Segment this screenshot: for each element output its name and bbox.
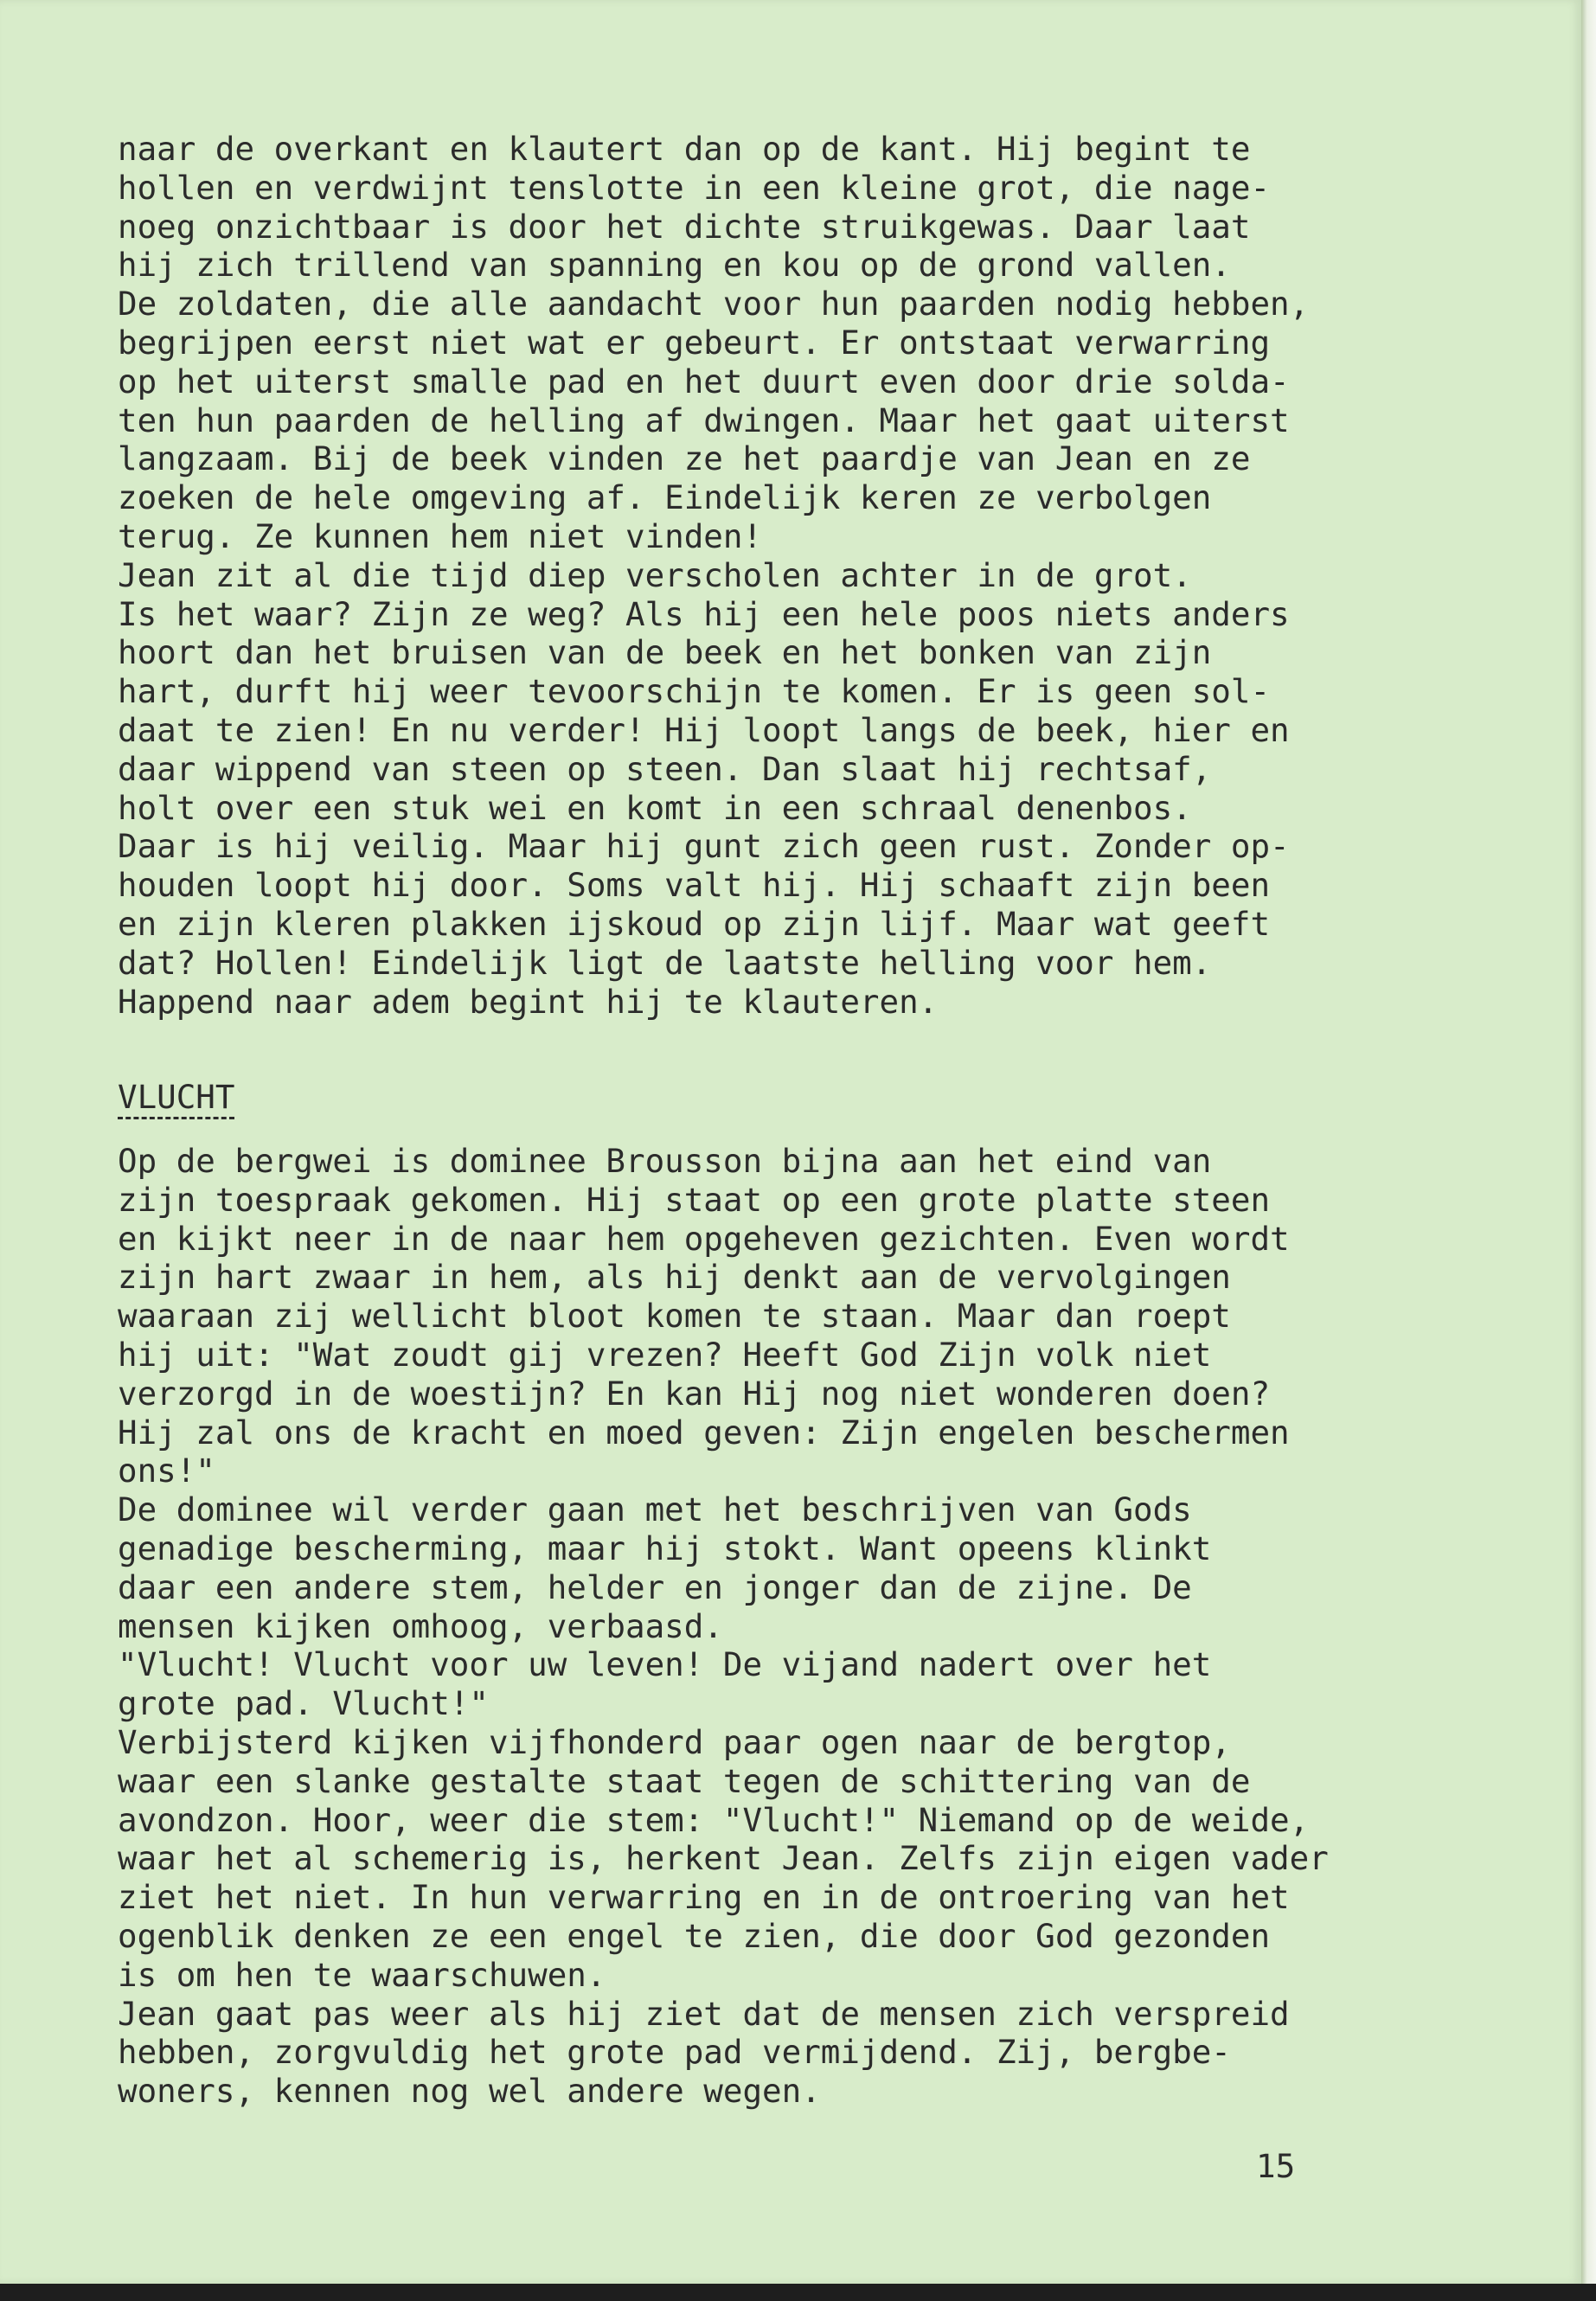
page-number: 15 bbox=[1256, 2147, 1296, 2185]
section-heading: VLUCHT bbox=[118, 1078, 234, 1119]
text-line: daar een andere stem, helder en jonger dan de zijne. De bbox=[118, 1567, 1192, 1606]
text-line: Jean gaat pas weer als hij ziet dat de mensen zich verspreid bbox=[118, 1994, 1290, 2033]
text-line: waar een slanke gestalte staat tegen de schittering van de bbox=[118, 1761, 1251, 1800]
text-line: Daar is hij veilig. Maar hij gunt zich geen rust. Zonder op- bbox=[118, 827, 1290, 866]
text-line: hart, durft hij weer tevoorschijn te komen. Er is geen sol- bbox=[118, 672, 1271, 711]
text-line: hoort dan het bruisen van de beek en het bonken van zijn bbox=[118, 633, 1212, 672]
text-line: Happend naar adem begint hij te klauteren. bbox=[118, 982, 939, 1021]
text-line: op het uiterst smalle pad en het duurt even door drie solda- bbox=[118, 362, 1290, 401]
paragraph-block-2 bbox=[118, 1142, 1337, 2111]
text-line: hollen en verdwijnt tenslotte in een kleine grot, die nage- bbox=[118, 168, 1271, 207]
text-line: avondzon. Hoor, weer die stem: "Vlucht!" Niemand op de weide, bbox=[118, 1800, 1310, 1839]
scan-border bbox=[0, 2284, 1596, 2301]
text-line: ten hun paarden de helling af dwingen. Maar het gaat uiterst bbox=[118, 401, 1290, 439]
text-line: noeg onzichtbaar is door het dichte struikgewas. Daar laat bbox=[118, 207, 1251, 246]
text-line: ziet het niet. In hun verwarring en in de ontroering van het bbox=[118, 1878, 1290, 1917]
text-line: langzaam. Bij de beek vinden ze het paardje van Jean en ze bbox=[118, 439, 1251, 478]
text-line: dat? Hollen! Eindelijk ligt de laatste helling voor hem. bbox=[118, 943, 1212, 982]
text-line: zijn hart zwaar in hem, als hij denkt aan de vervolgingen bbox=[118, 1258, 1231, 1297]
text-line: Verbijsterd kijken vijfhonderd paar ogen naar de bergtop, bbox=[118, 1722, 1231, 1761]
text-line: houden loopt hij door. Soms valt hij. Hij schaaft zijn been bbox=[118, 866, 1271, 905]
text-line: is om hen te waarschuwen. bbox=[118, 1955, 606, 1994]
text-line: en zijn kleren plakken ijskoud op zijn lijf. Maar wat geeft bbox=[118, 904, 1271, 943]
text-line: daat te zien! En nu verder! Hij loopt langs de beek, hier en bbox=[118, 710, 1290, 749]
text-line: Is het waar? Zijn ze weg? Als hij een hele poos niets anders bbox=[118, 594, 1290, 633]
page-edge bbox=[1581, 0, 1596, 2301]
text-line: daar wippend van steen op steen. Dan slaat hij rechtsaf, bbox=[118, 749, 1212, 788]
text-line: genadige bescherming, maar hij stokt. Want opeens klinkt bbox=[118, 1529, 1212, 1567]
text-line: mensen kijken omhoog, verbaasd. bbox=[118, 1606, 723, 1645]
text-line: zijn toespraak gekomen. Hij staat op een grote platte steen bbox=[118, 1180, 1271, 1219]
text-line: naar de overkant en klautert dan op de kant. Hij begint te bbox=[118, 130, 1251, 168]
text-line: "Vlucht! Vlucht voor uw leven! De vijand nadert over het bbox=[118, 1645, 1212, 1684]
text-line: waaraan zij wellicht bloot komen te staan. Maar dan roept bbox=[118, 1297, 1231, 1336]
text-line: grote pad. Vlucht!" bbox=[118, 1684, 489, 1723]
text-line: verzorgd in de woestijn? En kan Hij nog niet wonderen doen? bbox=[118, 1374, 1271, 1413]
text-line: De dominee wil verder gaan met het beschrijven van Gods bbox=[118, 1490, 1192, 1529]
text-line: woners, kennen nog wel andere wegen. bbox=[118, 2072, 821, 2111]
text-line: hebben, zorgvuldig het grote pad vermijdend. Zij, bergbe- bbox=[118, 2033, 1231, 2072]
text-line: ogenblik denken ze een engel te zien, die door God gezonden bbox=[118, 1916, 1271, 1955]
text-line: en kijkt neer in de naar hem opgeheven gezichten. Even wordt bbox=[118, 1219, 1290, 1258]
text-line: zoeken de hele omgeving af. Eindelijk keren ze verbolgen bbox=[118, 478, 1212, 517]
text-line: Hij zal ons de kracht en moed geven: Zijn engelen beschermen bbox=[118, 1413, 1290, 1452]
text-line: hij uit: "Wat zoudt gij vrezen? Heeft God Zijn volk niet bbox=[118, 1335, 1212, 1374]
text-line: waar het al schemerig is, herkent Jean. Zelfs zijn eigen vader bbox=[118, 1839, 1329, 1878]
text-line: hij zich trillend van spanning en kou op de grond vallen. bbox=[118, 246, 1231, 285]
text-line: terug. Ze kunnen hem niet vinden! bbox=[118, 516, 763, 555]
text-line: begrijpen eerst niet wat er gebeurt. Er ontstaat verwarring bbox=[118, 323, 1271, 362]
text-line: ons!" bbox=[118, 1452, 215, 1490]
text-line: holt over een stuk wei en komt in een schraal denenbos. bbox=[118, 788, 1192, 827]
text-line: Op de bergwei is dominee Brousson bijna aan het eind van bbox=[118, 1142, 1212, 1180]
paragraph-block-1 bbox=[118, 130, 1337, 1021]
text-line: Jean zit al die tijd diep verscholen achter in de grot. bbox=[118, 555, 1192, 594]
text-line: De zoldaten, die alle aandacht voor hun paarden nodig hebben, bbox=[118, 285, 1310, 324]
